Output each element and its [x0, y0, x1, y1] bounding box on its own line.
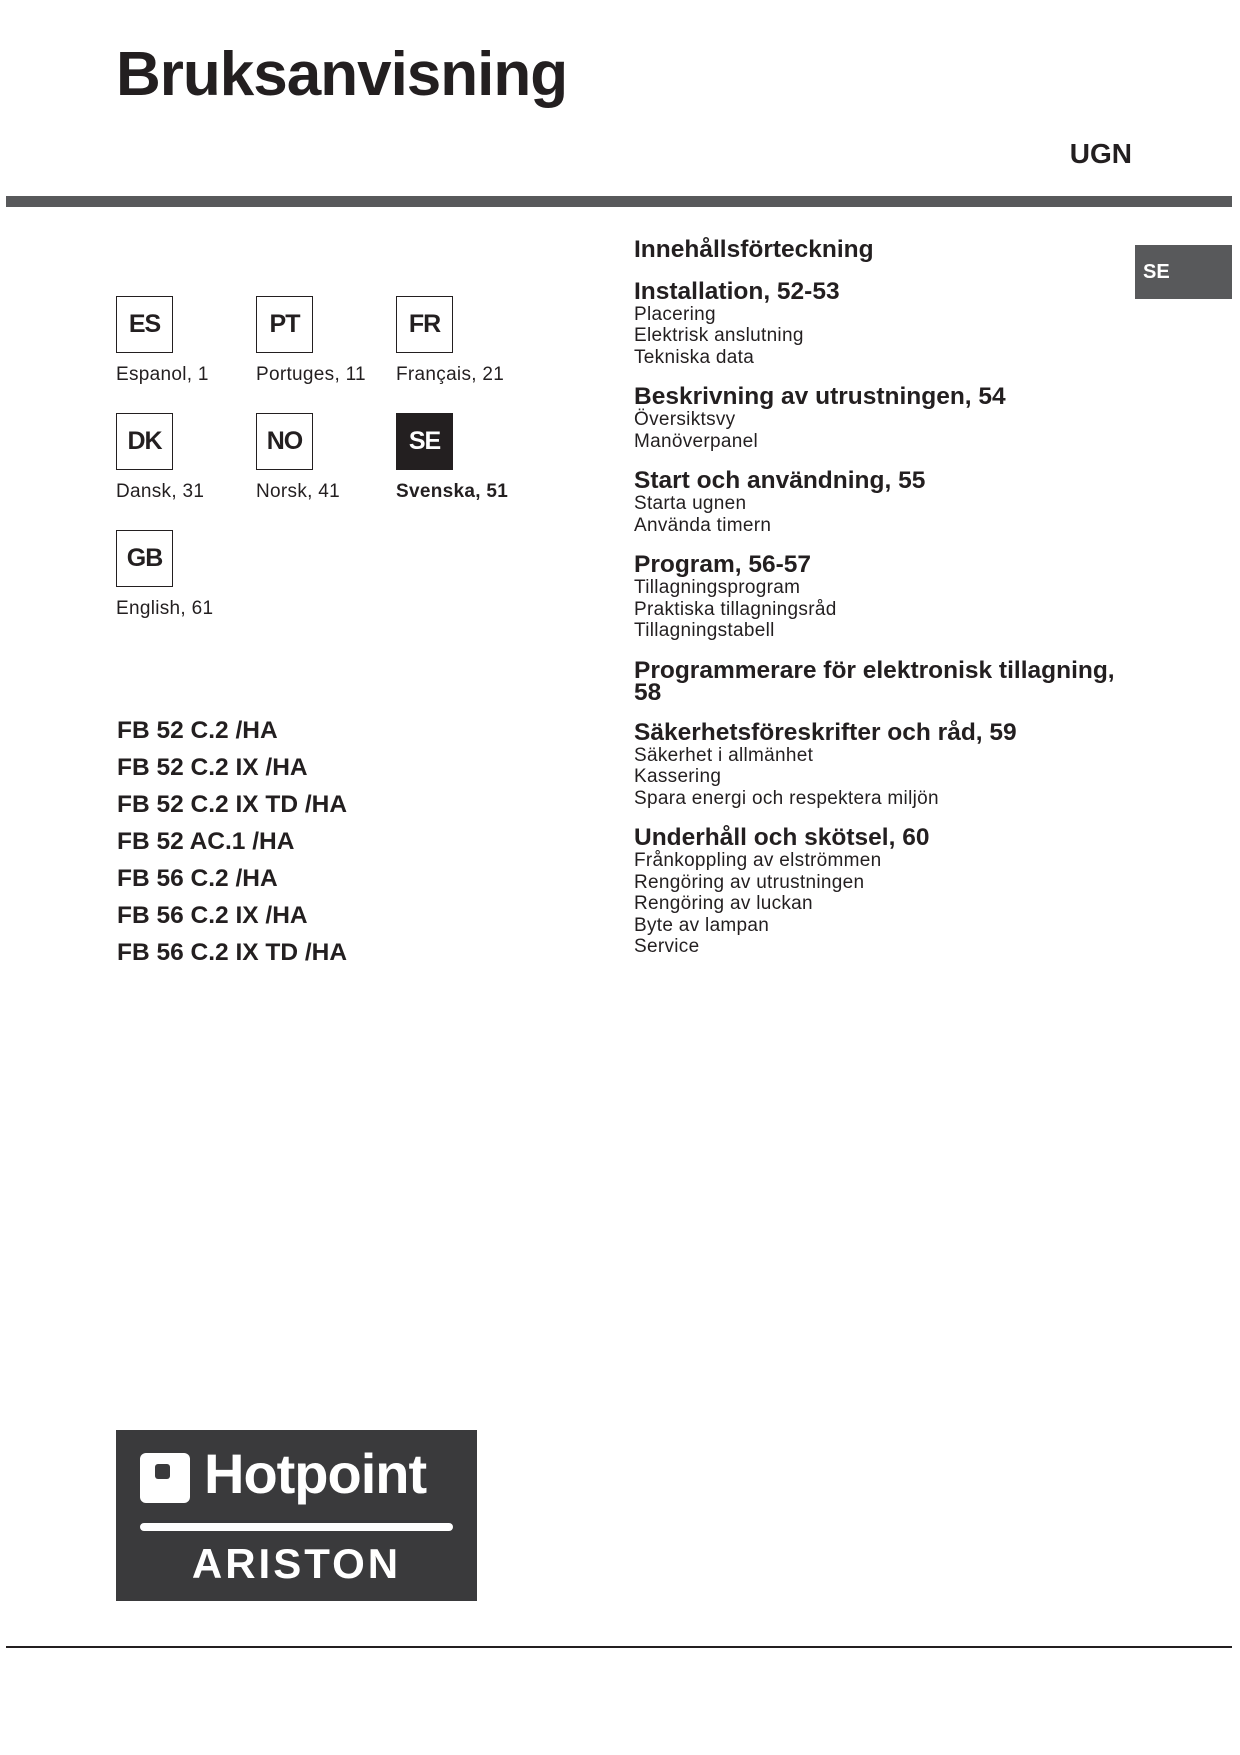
table-of-contents	[634, 237, 1134, 976]
page-title: Bruksanvisning	[116, 40, 568, 109]
toc-item: Säkerhet i allmänhet	[634, 744, 814, 766]
toc-section-maintenance	[634, 824, 1134, 958]
toc-item: Rengöring av utrustningen	[634, 871, 865, 893]
toc-section-description	[634, 383, 1134, 452]
toc-section-safety	[634, 718, 1134, 810]
language-label: Français, 21	[396, 364, 505, 385]
language-item-gb[interactable]	[116, 530, 256, 620]
language-code-box: PT	[256, 296, 313, 353]
language-code-box-active: SE	[396, 413, 453, 470]
toc-item: Frånkoppling av elströmmen	[634, 850, 882, 872]
hotpoint-square-icon	[140, 1453, 190, 1503]
toc-item: Översiktsvy	[634, 409, 736, 431]
model-item: FB 52 C.2 IX /HA	[117, 754, 308, 781]
toc-item: Placering	[634, 303, 716, 325]
toc-item: Kassering	[634, 766, 722, 788]
language-code-box: DK	[116, 413, 173, 470]
language-label: English, 61	[116, 598, 214, 619]
language-code-box: ES	[116, 296, 173, 353]
toc-section-start	[634, 467, 1134, 536]
language-item-es[interactable]	[116, 296, 256, 386]
model-item: FB 56 C.2 /HA	[117, 865, 278, 892]
product-type: UGN	[1069, 138, 1132, 169]
header-divider	[6, 196, 1232, 207]
toc-heading[interactable]: Underhåll och skötsel, 60	[634, 824, 930, 852]
language-code-box: NO	[256, 413, 313, 470]
language-item-pt[interactable]	[256, 296, 396, 386]
logo-subbrand: ARISTON	[191, 1540, 402, 1587]
toc-item: Starta ugnen	[634, 493, 747, 515]
toc-heading[interactable]: Beskrivning av utrustningen, 54	[634, 383, 1006, 411]
toc-item: Tillagningstabell	[634, 620, 775, 642]
toc-heading[interactable]: Säkerhetsföreskrifter och råd, 59	[634, 718, 1017, 746]
toc-title: Innehållsförteckning	[634, 236, 874, 263]
toc-item: Tekniska data	[634, 346, 755, 368]
model-item: FB 52 C.2 /HA	[117, 717, 278, 744]
logo-brand-name: Hotpoint	[204, 1442, 427, 1505]
toc-heading[interactable]: Programmerare för elektronisk tillagning, 58	[634, 656, 1115, 706]
language-label: Espanol, 1	[116, 364, 209, 385]
language-item-dk[interactable]	[116, 413, 256, 503]
language-label-active: Svenska, 51	[396, 481, 509, 502]
toc-heading[interactable]: Program, 56-57	[634, 551, 812, 579]
toc-section-installation	[634, 277, 1134, 369]
toc-item: Rengöring av luckan	[634, 893, 813, 915]
model-item: FB 56 C.2 IX /HA	[117, 902, 308, 929]
language-label: Norsk, 41	[256, 481, 341, 502]
language-item-fr[interactable]	[396, 296, 536, 386]
toc-item: Spara energi och respektera miljön	[634, 787, 939, 809]
toc-heading[interactable]: Installation, 52-53	[634, 277, 840, 305]
toc-item: Elektrisk anslutning	[634, 325, 804, 347]
model-item: FB 52 AC.1 /HA	[117, 828, 295, 855]
language-item-se[interactable]	[396, 413, 536, 503]
footer-divider	[6, 1646, 1232, 1648]
toc-section-programmer	[634, 656, 1134, 706]
toc-item: Byte av lampan	[634, 914, 770, 936]
model-list	[117, 712, 347, 971]
language-label: Dansk, 31	[116, 481, 205, 502]
language-label: Portuges, 11	[256, 364, 366, 385]
toc-section-program	[634, 551, 1134, 642]
toc-item: Praktiska tillagningsråd	[634, 598, 837, 620]
toc-heading[interactable]: Start och användning, 55	[634, 467, 926, 495]
toc-item: Service	[634, 936, 700, 958]
model-item: FB 52 C.2 IX TD /HA	[117, 791, 348, 818]
model-item: FB 56 C.2 IX TD /HA	[117, 939, 348, 966]
language-tab: SE	[1135, 245, 1232, 299]
toc-item: Manöverpanel	[634, 430, 759, 452]
language-code-box: GB	[116, 530, 173, 587]
toc-item: Tillagningsprogram	[634, 577, 801, 599]
hotpoint-ariston-logo	[116, 1430, 477, 1601]
language-code-box: FR	[396, 296, 453, 353]
toc-item: Använda timern	[634, 514, 772, 536]
logo-divider	[140, 1523, 453, 1531]
language-item-no[interactable]	[256, 413, 396, 503]
